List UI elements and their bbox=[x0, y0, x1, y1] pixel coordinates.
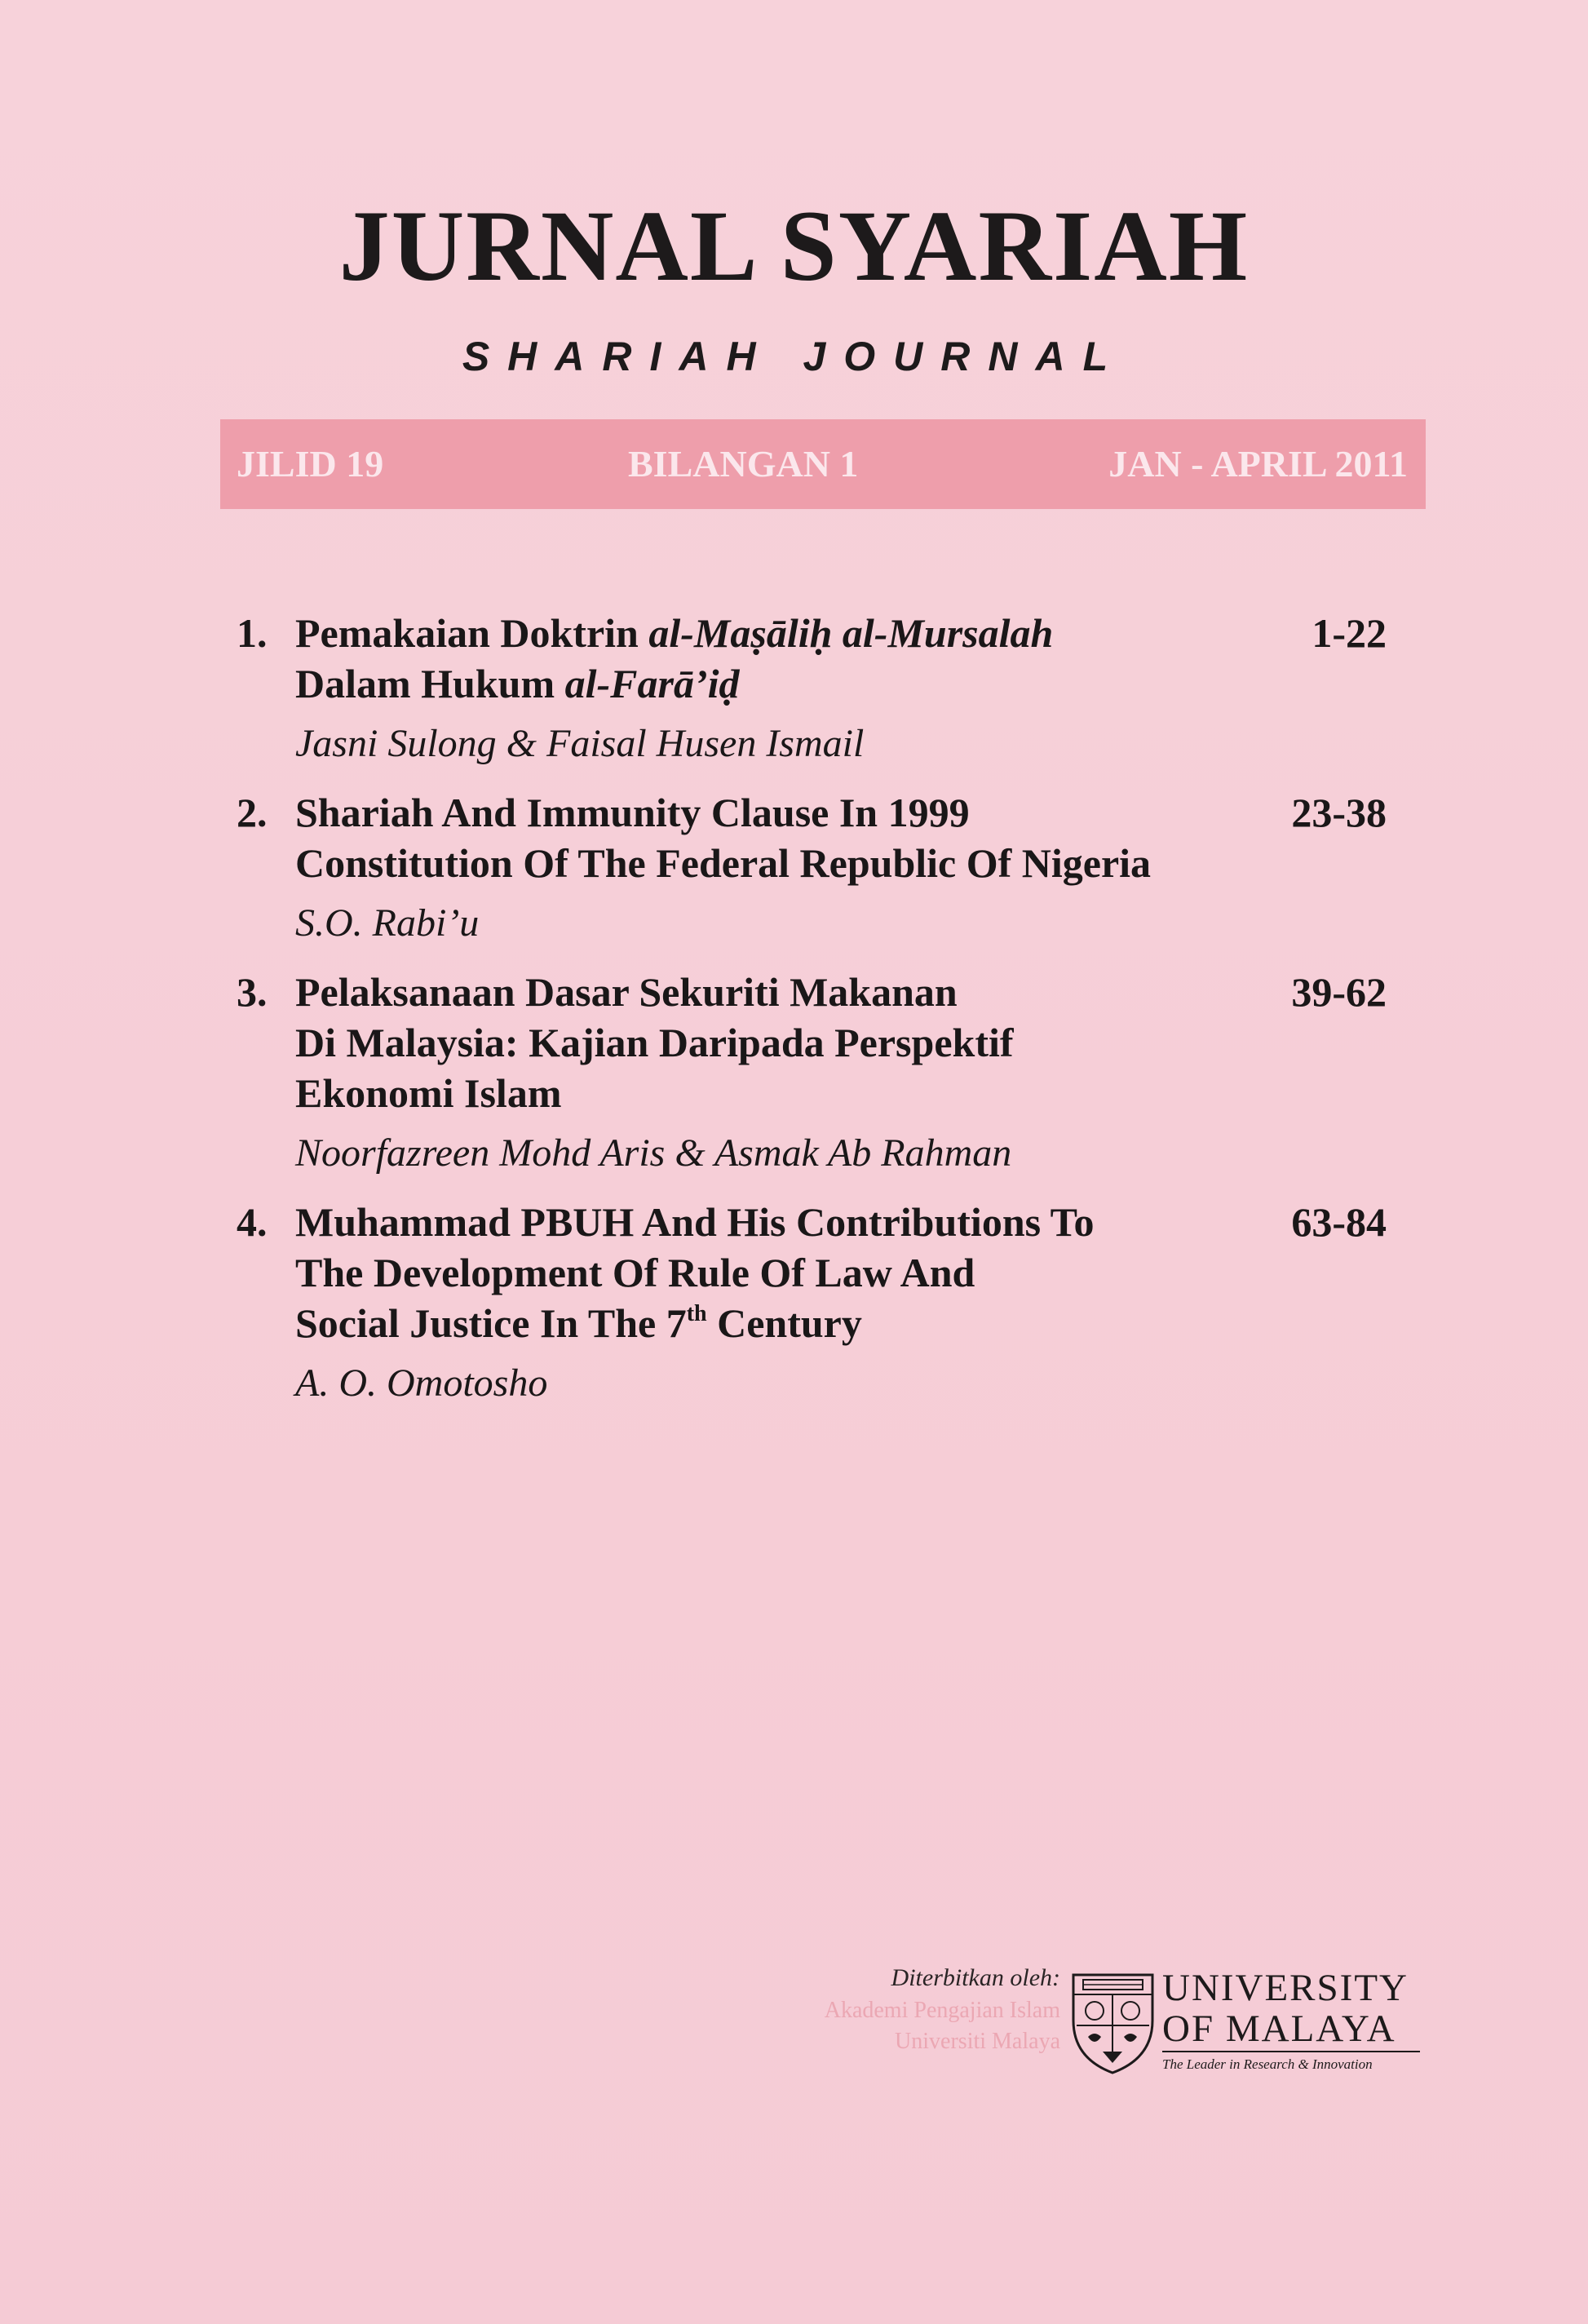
journal-title: JURNAL SYARIAH bbox=[338, 190, 1250, 302]
issue-date-label: JAN - APRIL 2011 bbox=[1108, 443, 1408, 485]
toc-entry-author: Noorfazreen Mohd Aris & Asmak Ab Rahman bbox=[295, 1131, 1012, 1175]
toc-entry-1 bbox=[237, 608, 1395, 769]
toc-entry-pages: 23-38 bbox=[1291, 790, 1387, 835]
journal-subtitle: SHARIAH JOURNAL bbox=[462, 334, 1126, 379]
toc-entry-number: 1. bbox=[237, 610, 268, 656]
toc-entry-title-line: Ekonomi Islam bbox=[295, 1070, 562, 1116]
published-by-label: Diterbitkan oleh: bbox=[891, 1964, 1060, 1991]
toc-entry-author: A. O. Omotosho bbox=[295, 1361, 548, 1405]
university-name-line: OF MALAYA bbox=[1162, 2007, 1396, 2050]
toc-entry-title-line: Muhammad PBUH And His Contributions To bbox=[295, 1199, 1095, 1245]
toc-entry-title-line bbox=[295, 1298, 1192, 1348]
toc-entry-2 bbox=[237, 787, 1395, 949]
toc-entry-4 bbox=[237, 1197, 1395, 1409]
toc-entry-number: 3. bbox=[237, 969, 268, 1015]
university-tagline: The Leader in Research & Innovation bbox=[1162, 2051, 1420, 2077]
volume-label: JILID 19 bbox=[237, 443, 384, 485]
toc-entry-author: Jasni Sulong & Faisal Husen Ismail bbox=[295, 722, 865, 765]
toc-entry-title-line: Pelaksanaan Dasar Sekuriti Makanan bbox=[295, 969, 958, 1015]
toc-entry-body bbox=[295, 608, 1192, 769]
toc-entry-pages: 63-84 bbox=[1291, 1199, 1387, 1245]
toc-entry-title-line: Di Malaysia: Kajian Daripada Perspektif bbox=[295, 1020, 1014, 1065]
issue-band bbox=[220, 419, 1426, 509]
title-italic-text: al-Farā’iḍ bbox=[564, 661, 740, 706]
toc-entry-number: 2. bbox=[237, 790, 268, 835]
toc-entry-pages: 1-22 bbox=[1312, 610, 1387, 656]
publisher-block bbox=[718, 1961, 1060, 2057]
title-text: Century bbox=[706, 1300, 862, 1346]
toc-entry-body bbox=[295, 967, 1192, 1179]
title-text: Pemakaian Doktrin bbox=[295, 610, 649, 656]
toc-entry-title-line: Shariah And Immunity Clause In 1999 bbox=[295, 790, 970, 835]
publisher-org-line: Akademi Pengajian Islam bbox=[824, 1998, 1060, 2023]
toc-entry-number: 4. bbox=[237, 1199, 268, 1245]
title-text: Social Justice In The 7 bbox=[295, 1300, 687, 1346]
toc-entry-3 bbox=[237, 967, 1395, 1179]
toc-entry-body bbox=[295, 787, 1192, 949]
toc-entry-title-line: The Development Of Rule Of Law And bbox=[295, 1250, 975, 1295]
issue-number-label: BILANGAN 1 bbox=[628, 443, 859, 485]
toc-entry-title-line bbox=[295, 658, 1192, 709]
publisher-org-line: Universiti Malaya bbox=[895, 2029, 1060, 2054]
university-logo-text bbox=[1162, 1968, 1423, 2077]
toc-entry-pages: 39-62 bbox=[1291, 969, 1387, 1015]
toc-entry-author: S.O. Rabi’u bbox=[295, 901, 480, 945]
toc-entry-title-line: Constitution Of The Federal Republic Of Nigeria bbox=[295, 840, 1152, 886]
toc-entry-title-line bbox=[295, 608, 1192, 658]
toc-entry-body bbox=[295, 1197, 1192, 1409]
title-italic-text: al-Maṣāliḥ al-Mursalah bbox=[648, 610, 1054, 656]
university-crest-icon bbox=[1070, 1970, 1156, 2076]
university-name-line: UNIVERSITY bbox=[1162, 1967, 1409, 2009]
ordinal-superscript: th bbox=[686, 1301, 707, 1326]
table-of-contents bbox=[237, 608, 1395, 1427]
title-text: Dalam Hukum bbox=[295, 661, 565, 706]
